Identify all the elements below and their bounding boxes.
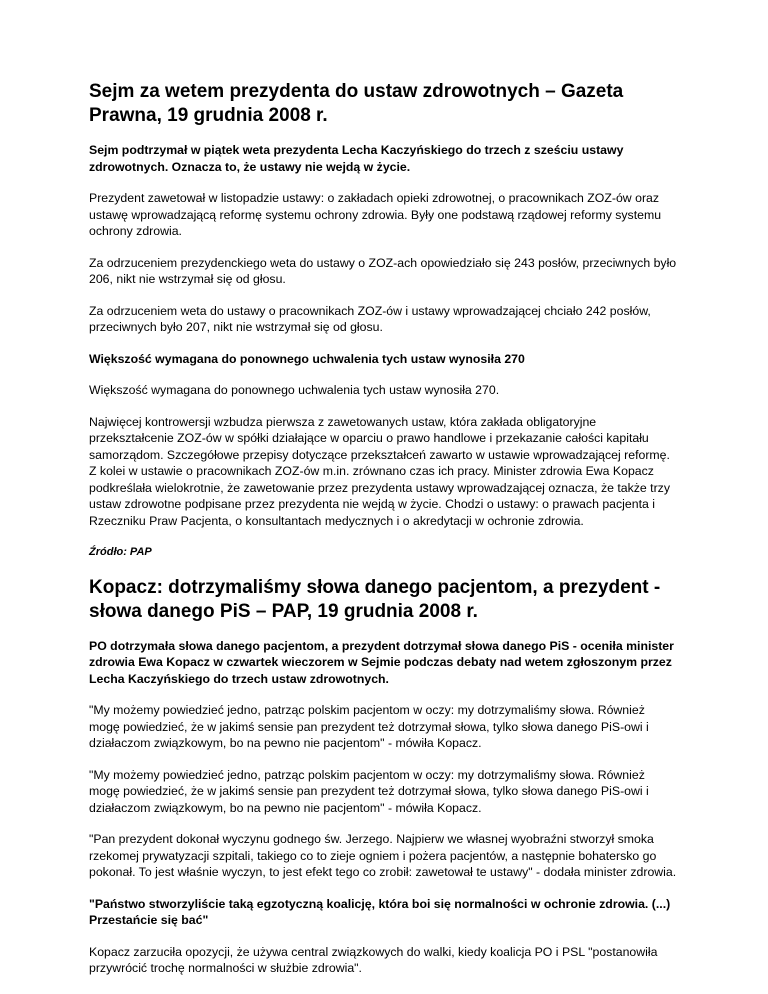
article-paragraph: Większość wymagana do ponownego uchwalenia tych ustaw wynosiła 270. xyxy=(89,383,500,397)
article-paragraph: Prezydent zawetował w listopadzie ustawy: o zakładach opieki zdrowotnej, o pracownikach ZOZ-ów oraz ustawę wprowadzającą reformę systemu ochrony zdrowia. Były one podstawą rządowej reformy systemu ochrony zdrowia. xyxy=(89,191,662,238)
article-paragraph: "My możemy powiedzieć jedno, patrząc polskim pacjentom w oczy: my dotrzymaliśmy słowa. Również mogę powiedzieć, że w jakimś sensie pan prezydent też dotrzymał słowa, tylko słowa danego PiS-owi i działaczom związkowym, bo na pewno nie pacjentom" - mówiła Kopacz. xyxy=(89,703,649,750)
article-subheading: "Państwo stworzyliście taką egzotyczną koalicję, która boi się normalności w ochronie zdrowia. (...) Przestańcie się bać" xyxy=(89,896,671,927)
article-title: Kopacz: dotrzymaliśmy słowa danego pacjentom, a prezydent - słowa danego PiS – PAP, 19 grudnia 2008 r. xyxy=(89,576,661,622)
article-paragraph: Kopacz zarzuciła opozycji, że używa central związkowych do walki, kiedy koalicja PO i PSL "postanowiła przywrócić trochę normalności w służbie zdrowia". xyxy=(89,944,658,975)
article-lead: Sejm podtrzymał w piątek weta prezydenta Lecha Kaczyńskiego do trzech z sześciu ustawy zdrowotnych. Oznacza to, że ustawy nie wejdą w życie. xyxy=(89,143,624,174)
article-paragraph: "Pan prezydent dokonał wyczynu godnego św. Jerzego. Najpierw we własnej wyobraźni stworzył smoka rzekomej prywatyzacji szpitali, takiego co to zieje ogniem i pożera pacjentów, a następnie bohatersko go pokonał. To jest właśnie wyczyn, to jest efekt tego co zrobił: zawetował te ustawy" - dodała minister zdrowia. xyxy=(89,832,677,879)
article-paragraph: Najwięcej kontrowersji wzbudza pierwsza z zawetowanych ustaw, która zakłada obligatoryjne przekształcenie ZOZ-ów w spółki działające w oparciu o prawo handlowe i przekazanie całości kapitału samorządom. Szczegółowe przepisy dotyczące przekształceń zawarto w ustawie wprowadzającej reformę. Z kolei w ustawie o pracownikach ZOZ-ów m.in. zrównano czas ich pracy. Minister zdrowia Ewa Kopacz podkreślała wielokrotnie, że zawetowanie przez prezydenta ustawy wprowadzającej oznacza, że także trzy ustaw zdrowotne podpisane przez prezydenta nie wejdą w życie. Chodzi o ustawy: o prawach pacjenta i Rzeczniku Praw Pacjenta, o konsultantach medycznych i o akredytacji w ochronie zdrowia. xyxy=(89,414,670,528)
article-subheading: Większość wymagana do ponownego uchwalenia tych ustaw wynosiła 270 xyxy=(89,351,525,366)
article-paragraph: Za odrzuceniem weta do ustawy o pracownikach ZOZ-ów i ustawy wprowadzającej chciało 242 posłów, przeciwnych było 207, nikt nie wstrzymał się od głosu. xyxy=(89,303,651,334)
article-lead: PO dotrzymała słowa danego pacjentom, a prezydent dotrzymał słowa danego PiS - oceniła minister zdrowia Ewa Kopacz w czwartek wieczorem w Sejmie podczas debaty nad wetem zgłoszonym przez Lecha Kaczyńskiego do trzech ustaw zdrowotnych. xyxy=(89,638,674,686)
article-title: Sejm za wetem prezydenta do ustaw zdrowotnych – Gazeta Prawna, 19 grudnia 2008 r. xyxy=(89,81,624,126)
article-paragraph: Za odrzuceniem prezydenckiego weta do ustawy o ZOZ-ach opowiedziało się 243 posłów, przeciwnych było 206, nikt nie wstrzymał się od głosu. xyxy=(89,255,677,286)
article-source: Źródło: PAP xyxy=(89,546,152,558)
article-paragraph: "My możemy powiedzieć jedno, patrząc polskim pacjentom w oczy: my dotrzymaliśmy słowa. Również mogę powiedzieć, że w jakimś sensie pan prezydent też dotrzymał słowa, tylko słowa danego PiS-owi i działaczom związkowym, bo na pewno nie pacjentom" - mówiła Kopacz. xyxy=(89,767,649,815)
